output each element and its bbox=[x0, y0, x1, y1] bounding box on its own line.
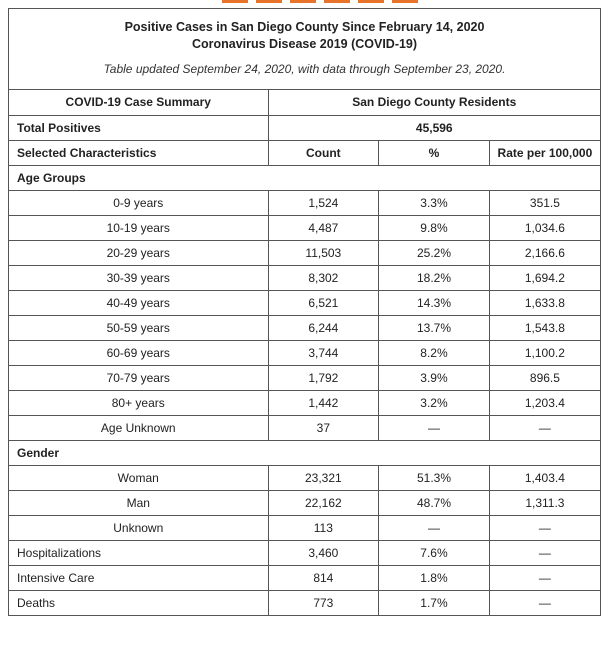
outcome-row bbox=[9, 540, 600, 565]
table-title-line1: Positive Cases in San Diego County Since February 14, 2020 bbox=[124, 20, 485, 34]
outcome-row bbox=[9, 565, 600, 590]
row-percent: 48.7% bbox=[379, 490, 490, 515]
row-rate: 1,694.2 bbox=[489, 265, 600, 290]
row-count: 22,162 bbox=[268, 490, 379, 515]
row-rate: 1,633.8 bbox=[489, 290, 600, 315]
row-rate: 351.5 bbox=[489, 190, 600, 215]
row-percent: 3.3% bbox=[379, 190, 490, 215]
outcome-row bbox=[9, 590, 600, 615]
row-rate: — bbox=[489, 415, 600, 440]
row-percent: 1.8% bbox=[379, 565, 490, 590]
age-group-row bbox=[9, 240, 600, 265]
row-label: 0-9 years bbox=[9, 190, 268, 215]
gender-row bbox=[9, 490, 600, 515]
gender-section-row bbox=[9, 440, 600, 465]
table-title-line2: Coronavirus Disease 2019 (COVID-19) bbox=[191, 37, 418, 51]
row-count: 4,487 bbox=[268, 215, 379, 240]
row-rate: — bbox=[489, 590, 600, 615]
row-label: Age Unknown bbox=[9, 415, 268, 440]
total-positives-value: 45,596 bbox=[268, 115, 600, 140]
age-group-row bbox=[9, 315, 600, 340]
row-percent: 3.2% bbox=[379, 390, 490, 415]
row-percent: 51.3% bbox=[379, 465, 490, 490]
gender-label: Gender bbox=[9, 440, 600, 465]
row-label: 60-69 years bbox=[9, 340, 268, 365]
row-count: 37 bbox=[268, 415, 379, 440]
row-count: 6,244 bbox=[268, 315, 379, 340]
col-characteristics: Selected Characteristics bbox=[9, 140, 268, 165]
col-rate: Rate per 100,000 bbox=[489, 140, 600, 165]
row-label: 30-39 years bbox=[9, 265, 268, 290]
col-percent: % bbox=[379, 140, 490, 165]
row-percent: — bbox=[379, 415, 490, 440]
row-label: 40-49 years bbox=[9, 290, 268, 315]
age-group-row bbox=[9, 290, 600, 315]
row-label: 50-59 years bbox=[9, 315, 268, 340]
case-summary-document bbox=[8, 8, 601, 616]
total-positives-row bbox=[9, 115, 600, 140]
row-count: 1,442 bbox=[268, 390, 379, 415]
row-rate: 1,311.3 bbox=[489, 490, 600, 515]
row-percent: 3.9% bbox=[379, 365, 490, 390]
age-groups-label: Age Groups bbox=[9, 165, 600, 190]
update-note: Table updated September 24, 2020, with data through September 23, 2020. bbox=[103, 62, 506, 76]
row-count: 1,524 bbox=[268, 190, 379, 215]
row-rate: — bbox=[489, 515, 600, 540]
col-count: Count bbox=[268, 140, 379, 165]
row-label: Hospitalizations bbox=[9, 540, 268, 565]
row-label: Woman bbox=[9, 465, 268, 490]
row-label: 10-19 years bbox=[9, 215, 268, 240]
row-percent: 13.7% bbox=[379, 315, 490, 340]
age-group-row bbox=[9, 215, 600, 240]
row-percent: — bbox=[379, 515, 490, 540]
case-summary-table bbox=[9, 90, 600, 616]
residents-label: San Diego County Residents bbox=[268, 90, 600, 115]
top-accent-bar bbox=[222, 0, 422, 3]
age-group-row bbox=[9, 365, 600, 390]
row-rate: 1,100.2 bbox=[489, 340, 600, 365]
row-percent: 7.6% bbox=[379, 540, 490, 565]
age-group-row bbox=[9, 415, 600, 440]
row-label: 80+ years bbox=[9, 390, 268, 415]
summary-header-row bbox=[9, 90, 600, 115]
row-rate: — bbox=[489, 540, 600, 565]
age-group-row bbox=[9, 190, 600, 215]
gender-row bbox=[9, 465, 600, 490]
row-label: Deaths bbox=[9, 590, 268, 615]
age-group-row bbox=[9, 340, 600, 365]
row-percent: 25.2% bbox=[379, 240, 490, 265]
table-header bbox=[9, 9, 600, 90]
row-percent: 1.7% bbox=[379, 590, 490, 615]
total-positives-label: Total Positives bbox=[9, 115, 268, 140]
summary-label: COVID-19 Case Summary bbox=[9, 90, 268, 115]
row-label: Man bbox=[9, 490, 268, 515]
gender-row bbox=[9, 515, 600, 540]
row-count: 1,792 bbox=[268, 365, 379, 390]
row-label: 20-29 years bbox=[9, 240, 268, 265]
row-percent: 9.8% bbox=[379, 215, 490, 240]
row-label: Unknown bbox=[9, 515, 268, 540]
row-rate: 1,403.4 bbox=[489, 465, 600, 490]
age-group-row bbox=[9, 265, 600, 290]
row-rate: 1,034.6 bbox=[489, 215, 600, 240]
row-count: 8,302 bbox=[268, 265, 379, 290]
row-percent: 18.2% bbox=[379, 265, 490, 290]
row-count: 3,460 bbox=[268, 540, 379, 565]
row-rate: 1,543.8 bbox=[489, 315, 600, 340]
row-rate: 1,203.4 bbox=[489, 390, 600, 415]
column-header-row bbox=[9, 140, 600, 165]
row-count: 23,321 bbox=[268, 465, 379, 490]
row-label: Intensive Care bbox=[9, 565, 268, 590]
row-label: 70-79 years bbox=[9, 365, 268, 390]
row-rate: 896.5 bbox=[489, 365, 600, 390]
row-percent: 14.3% bbox=[379, 290, 490, 315]
row-count: 814 bbox=[268, 565, 379, 590]
row-count: 11,503 bbox=[268, 240, 379, 265]
row-count: 113 bbox=[268, 515, 379, 540]
age-group-row bbox=[9, 390, 600, 415]
row-rate: — bbox=[489, 565, 600, 590]
row-rate: 2,166.6 bbox=[489, 240, 600, 265]
age-groups-section-row bbox=[9, 165, 600, 190]
row-count: 6,521 bbox=[268, 290, 379, 315]
row-percent: 8.2% bbox=[379, 340, 490, 365]
row-count: 773 bbox=[268, 590, 379, 615]
row-count: 3,744 bbox=[268, 340, 379, 365]
